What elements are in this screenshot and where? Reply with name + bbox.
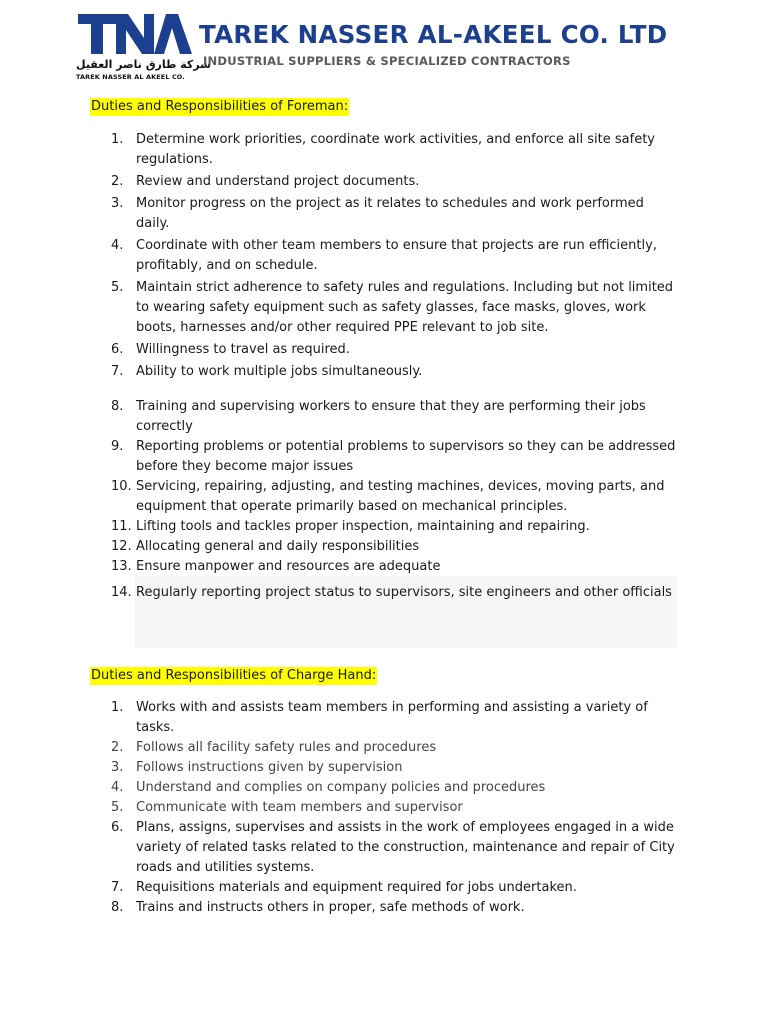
company-tagline: INDUSTRIAL SUPPLIERS & SPECIALIZED CONTRACTORS bbox=[203, 54, 571, 68]
list-item: 8. Trains and instructs others in proper, safe methods of work. bbox=[111, 900, 525, 915]
letterhead bbox=[0, 0, 768, 90]
list-item: 7. Requisitions materials and equipment required for jobs undertaken. bbox=[111, 880, 577, 895]
chargehand-duties-list bbox=[0, 698, 768, 918]
list-item: 8. Training and supervising workers to ensure that they are performing their jobs correctly bbox=[111, 399, 646, 434]
logo-arabic-text: شركة طارق ناصر العقيل bbox=[76, 58, 211, 71]
list-item: 5. Maintain strict adherence to safety rules and regulations. Including but not limited to wearing safety equipment such as safety glasses, face masks, gloves, work boots, harnesses and/or other required PPE relevant to job site. bbox=[111, 280, 674, 335]
list-item: 2. Follows all facility safety rules and procedures bbox=[111, 740, 437, 755]
list-item: 3. Monitor progress on the project as it relates to schedules and work performed daily. bbox=[111, 196, 644, 231]
list-item: 14. Regularly reporting project status to supervisors, site engineers and other officials bbox=[111, 585, 672, 600]
tna-logo-mark bbox=[76, 10, 194, 58]
list-item: 13. Ensure manpower and resources are adequate bbox=[111, 559, 441, 574]
list-item: 11. Lifting tools and tackles proper inspection, maintaining and repairing. bbox=[111, 519, 590, 534]
list-item: 6. Plans, assigns, supervises and assists in the work of employees engaged in a wide variety of related tasks related to the construction, maintenance and repair of City roads and utilities systems. bbox=[111, 820, 675, 875]
foreman-section-title: Duties and Responsibilities of Foreman: bbox=[91, 99, 349, 114]
list-item: 12. Allocating general and daily responsibilities bbox=[111, 539, 420, 554]
list-item: 9. Reporting problems or potential problems to supervisors so they can be addressed before they become major issues bbox=[111, 439, 676, 474]
list-item: 4. Coordinate with other team members to ensure that projects are run efficiently, profitably, and on schedule. bbox=[111, 238, 657, 273]
foreman-duties-list-a bbox=[0, 130, 768, 382]
chargehand-section-title: Duties and Responsibilities of Charge Hand: bbox=[91, 668, 377, 683]
foreman-duties-list-c bbox=[0, 583, 768, 603]
list-item: 5. Communicate with team members and supervisor bbox=[111, 800, 463, 815]
list-item: 4. Understand and complies on company policies and procedures bbox=[111, 780, 546, 795]
foreman-duties-list-b bbox=[0, 397, 768, 577]
company-name: TAREK NASSER AL-AKEEL CO. LTD bbox=[199, 20, 668, 49]
logo-latin-text: TAREK NASSER AL AKEEL CO. bbox=[76, 73, 185, 81]
list-item: 1. Determine work priorities, coordinate work activities, and enforce all site safety regulations. bbox=[111, 132, 655, 167]
list-item: 10. Servicing, repairing, adjusting, and testing machines, devices, moving parts, and equipment that operate primarily based on mechanical principles. bbox=[111, 479, 665, 514]
list-item: 7. Ability to work multiple jobs simultaneously. bbox=[111, 364, 423, 379]
list-item: 3. Follows instructions given by supervision bbox=[111, 760, 403, 775]
list-item: 1. Works with and assists team members in performing and assisting a variety of tasks. bbox=[111, 700, 648, 735]
list-item: 2. Review and understand project documents. bbox=[111, 174, 420, 189]
list-item: 6. Willingness to travel as required. bbox=[111, 342, 350, 357]
